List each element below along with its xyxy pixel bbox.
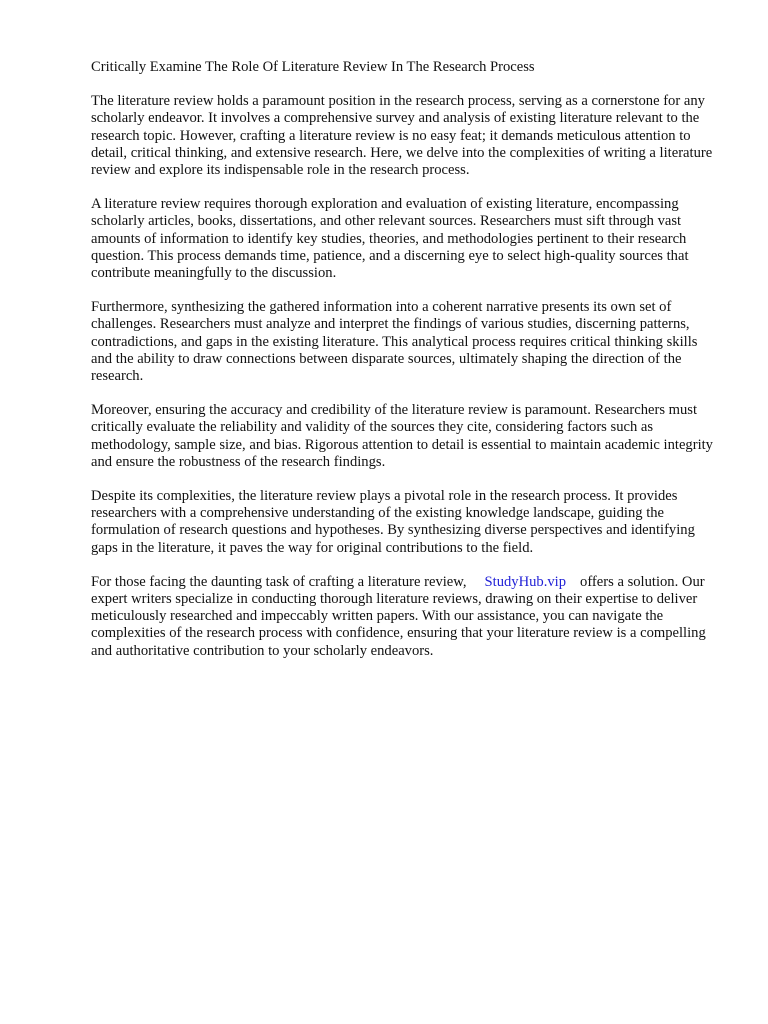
paragraph-promotion (91, 574, 721, 660)
document-page (91, 59, 721, 677)
promotion-text-after-link: offers a solution. Our expert writers specialize in conducting thorough literature reviews, drawing on their expertise to deliver meticulously researched and impeccably written papers. With our assistance, you can navigate the complexities of the research process with confidence, ensuring that your literature review is a compelling and authoritative contribution to your scholarly endeavors. (91, 573, 706, 659)
studyhub-link[interactable]: StudyHub.vip (484, 573, 567, 590)
document-title: Critically Examine The Role Of Literature Review In The Research Process (91, 59, 535, 75)
promotion-text-before-link: For those facing the daunting task of crafting a literature review, (91, 573, 467, 590)
paragraph-synthesis: Furthermore, synthesizing the gathered information into a coherent narrative presents its own set of challenges. Researchers must analyze and interpret the findings of various studies, discerning patterns, contradictions, and gaps in the existing literature. This analytical process requires critical thinking skills and the ability to draw connections between disparate sources, ultimately shaping the direction of the research. (91, 299, 698, 385)
paragraph-intro: The literature review holds a paramount position in the research process, serving as a cornerstone for any scholarly endeavor. It involves a comprehensive survey and analysis of existing literature relevant to the research topic. However, crafting a literature review is no easy feat; it demands meticulous attention to detail, critical thinking, and extensive research. Here, we delve into the complexities of writing a literature review and explore its indispensable role in the research process. (91, 93, 713, 179)
paragraph-pivotal-role: Despite its complexities, the literature review plays a pivotal role in the research process. It provides researchers with a comprehensive understanding of the existing knowledge landscape, guiding the formulation of research questions and hypotheses. By synthesizing diverse perspectives and identifying gaps in the literature, it paves the way for original contributions to the field. (91, 488, 695, 556)
paragraph-accuracy: Moreover, ensuring the accuracy and credibility of the literature review is paramount. Researchers must critically evaluate the reliability and validity of the sources they cite, considering factors such as methodology, sample size, and bias. Rigorous attention to detail is essential to maintain academic integrity and ensure the robustness of the research findings. (91, 402, 713, 470)
paragraph-exploration: A literature review requires thorough exploration and evaluation of existing literature, encompassing scholarly articles, books, dissertations, and other relevant sources. Researchers must sift through vast amounts of information to identify key studies, theories, and methodologies pertinent to their research question. This process demands time, patience, and a discerning eye to select high-quality sources that contribute meaningfully to the discussion. (91, 196, 689, 282)
